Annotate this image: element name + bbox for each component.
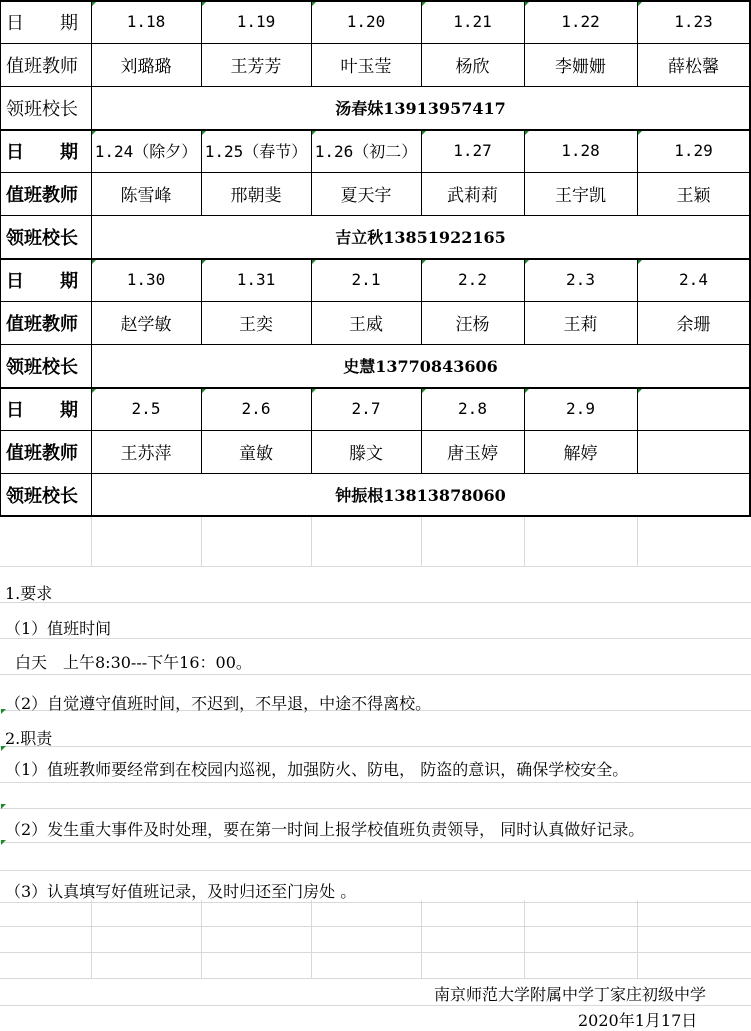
table-border — [421, 129, 422, 215]
duty-teacher[interactable]: 汪杨 — [455, 315, 490, 335]
gridline-v — [201, 516, 202, 566]
duty-date[interactable]: 1.20 — [346, 12, 386, 31]
duty-date[interactable]: 1.19 — [236, 12, 276, 31]
table-border — [311, 387, 312, 473]
gridline-h — [0, 926, 751, 927]
duty-teacher[interactable]: 唐玉婷 — [447, 444, 498, 464]
duty-teacher[interactable]: 夏天宇 — [340, 186, 392, 206]
duty-teacher[interactable]: 杨欣 — [455, 57, 490, 77]
cell-comment-marker — [1, 840, 6, 845]
table-border — [0, 387, 1, 516]
gridline-v — [311, 900, 312, 978]
duty-teacher[interactable]: 叶玉莹 — [340, 57, 392, 77]
gridline-v — [637, 516, 638, 566]
duty-item: （1）值班教师要经常到在校园内巡视，加强防火、防电， 防盗的意识，确保学校安全。 — [5, 760, 629, 779]
table-border — [0, 258, 751, 260]
principal-on-duty[interactable]: 汤春妹13913957417 — [335, 99, 506, 118]
cell-comment-marker — [1, 804, 6, 809]
duty-teacher[interactable]: 王苏萍 — [120, 444, 172, 464]
duty-date[interactable]: 2.8 — [458, 399, 487, 418]
issue-date: 2020年1月17日 — [578, 1011, 698, 1030]
gridline-v — [637, 900, 638, 978]
table-border — [637, 387, 638, 473]
duty-teacher[interactable] — [637, 430, 750, 473]
gridline-h — [0, 902, 751, 903]
table-border — [421, 0, 422, 86]
table-border — [524, 387, 525, 473]
gridline-h — [0, 746, 751, 747]
duty-teacher[interactable]: 王威 — [349, 315, 383, 335]
gridline-h — [0, 842, 751, 843]
duty-date[interactable]: 1.25（春节） — [204, 142, 308, 161]
duty-teacher[interactable]: 余珊 — [676, 315, 711, 335]
table-border — [421, 258, 422, 344]
duty-teacher[interactable]: 武莉莉 — [447, 186, 498, 206]
duty-date[interactable]: 1.31 — [236, 270, 276, 289]
gridline-h — [0, 566, 751, 567]
duty-date[interactable]: 1.21 — [453, 12, 492, 31]
gridline-h — [0, 870, 751, 871]
table-border — [91, 258, 92, 387]
table-border — [0, 387, 751, 389]
table-border — [0, 430, 751, 431]
table-border — [0, 0, 1, 129]
gridline-h — [0, 674, 751, 675]
duty-date[interactable] — [637, 387, 750, 430]
row-label-principal: 领班校长 — [6, 98, 78, 120]
duty-teacher[interactable]: 邢朝斐 — [230, 186, 282, 206]
duty-teacher[interactable]: 陈雪峰 — [120, 186, 172, 206]
row-label-date: 日 期 — [6, 270, 78, 292]
table-border — [0, 129, 751, 131]
duty-teacher[interactable]: 李姗姗 — [555, 57, 606, 77]
table-border — [524, 258, 525, 344]
table-border — [91, 0, 92, 129]
duty-date[interactable]: 1.18 — [126, 12, 166, 31]
duty-teacher[interactable]: 滕文 — [349, 444, 383, 464]
duty-hours: 白天 上午8:30---下午16：00。 — [15, 653, 252, 672]
table-border — [524, 129, 525, 215]
duty-teacher[interactable]: 王莉 — [563, 315, 598, 335]
row-label-principal: 领班校长 — [6, 227, 78, 249]
duty-date[interactable]: 2.6 — [241, 399, 271, 418]
table-border — [0, 43, 751, 44]
table-border — [0, 258, 1, 387]
duties-heading: 2.职责 — [5, 729, 53, 748]
principal-on-duty[interactable]: 钟振根13813878060 — [335, 486, 506, 505]
duty-teacher[interactable]: 赵学敏 — [120, 315, 172, 335]
table-border — [311, 258, 312, 344]
duty-date[interactable]: 1.22 — [561, 12, 600, 31]
duty-teacher[interactable]: 王奕 — [239, 315, 273, 335]
duty-teacher[interactable]: 王颖 — [676, 186, 711, 206]
duty-date[interactable]: 2.5 — [131, 399, 161, 418]
table-border — [201, 387, 202, 473]
gridline-v — [201, 900, 202, 978]
school-name: 南京师范大学附属中学丁家庄初级中学 — [434, 985, 707, 1004]
table-border — [637, 0, 638, 86]
table-border — [91, 387, 92, 516]
table-border — [201, 129, 202, 215]
duty-date[interactable]: 2.7 — [351, 399, 381, 418]
table-border — [637, 258, 638, 344]
row-label-date: 日 期 — [6, 12, 78, 34]
duty-date[interactable]: 1.27 — [453, 141, 492, 160]
gridline-h — [0, 1005, 751, 1006]
table-border — [201, 258, 202, 344]
table-border — [421, 387, 422, 473]
table-border — [0, 215, 751, 216]
duty-date[interactable]: 1.26（初二） — [314, 142, 418, 161]
table-border — [0, 344, 751, 345]
table-border — [637, 129, 638, 215]
duty-item: （2）发生重大事件及时处理，要在第一时间上报学校值班负责领导， 同时认真做好记录。 — [5, 820, 645, 839]
gridline-v — [91, 516, 92, 566]
row-label-date: 日 期 — [6, 399, 78, 421]
gridline-v — [524, 900, 525, 978]
table-border — [0, 301, 751, 302]
duty-date[interactable]: 1.28 — [561, 141, 600, 160]
table-border — [311, 0, 312, 86]
principal-on-duty[interactable]: 吉立秋13851922165 — [335, 228, 506, 247]
gridline-v — [311, 516, 312, 566]
gridline-v — [421, 900, 422, 978]
row-label-teacher: 值班教师 — [6, 313, 78, 335]
table-border — [0, 515, 751, 517]
row-label-teacher: 值班教师 — [6, 55, 78, 77]
duty-date[interactable]: 1.24（除夕） — [94, 142, 198, 161]
gridline-h — [0, 808, 751, 809]
duty-date[interactable]: 1.29 — [674, 141, 713, 160]
duty-date[interactable]: 1.30 — [126, 270, 166, 289]
table-border — [201, 0, 202, 86]
cell-comment-marker — [1, 709, 6, 714]
gridline-v — [421, 516, 422, 566]
cell-comment-marker — [1, 746, 6, 751]
gridline-h — [0, 952, 751, 953]
duty-date[interactable]: 2.2 — [458, 270, 487, 289]
principal-on-duty[interactable]: 史慧13770843606 — [343, 357, 498, 376]
gridline-v — [524, 516, 525, 566]
duty-teacher[interactable]: 解婷 — [563, 444, 598, 464]
table-border — [0, 473, 751, 474]
gridline-h — [0, 638, 751, 639]
table-border — [524, 0, 525, 86]
row-label-teacher: 值班教师 — [6, 442, 78, 464]
table-border — [0, 0, 751, 2]
row-label-teacher: 值班教师 — [6, 184, 78, 206]
requirement-item: （1）值班时间 — [5, 619, 112, 638]
gridline-h — [0, 978, 751, 979]
duty-teacher[interactable]: 薛松馨 — [668, 57, 719, 77]
duty-date[interactable]: 2.9 — [566, 399, 595, 418]
table-border — [0, 129, 1, 258]
duty-teacher[interactable]: 王宇凯 — [555, 186, 606, 206]
duty-teacher[interactable]: 王芳芳 — [230, 57, 282, 77]
table-border — [0, 172, 751, 173]
gridline-v — [91, 900, 92, 978]
table-border — [311, 129, 312, 215]
table-border — [0, 86, 751, 87]
duty-date[interactable]: 2.1 — [351, 270, 381, 289]
row-label-principal: 领班校长 — [6, 485, 78, 507]
table-border — [91, 129, 92, 258]
duty-date[interactable]: 2.3 — [566, 270, 595, 289]
row-label-date: 日 期 — [6, 141, 78, 163]
duty-date[interactable]: 1.23 — [674, 12, 713, 31]
requirements-heading: 1.要求 — [5, 584, 53, 603]
duty-teacher[interactable]: 刘璐璐 — [120, 57, 172, 77]
row-label-principal: 领班校长 — [6, 356, 78, 378]
requirement-item: （2）自觉遵守值班时间，不迟到，不早退，中途不得离校。 — [5, 694, 432, 713]
gridline-h — [0, 782, 751, 783]
duty-item: （3）认真填写好值班记录，及时归还至门房处 。 — [5, 882, 357, 901]
duty-date[interactable]: 2.4 — [679, 270, 708, 289]
duty-teacher[interactable]: 童敏 — [239, 444, 273, 464]
gridline-h — [0, 602, 751, 603]
